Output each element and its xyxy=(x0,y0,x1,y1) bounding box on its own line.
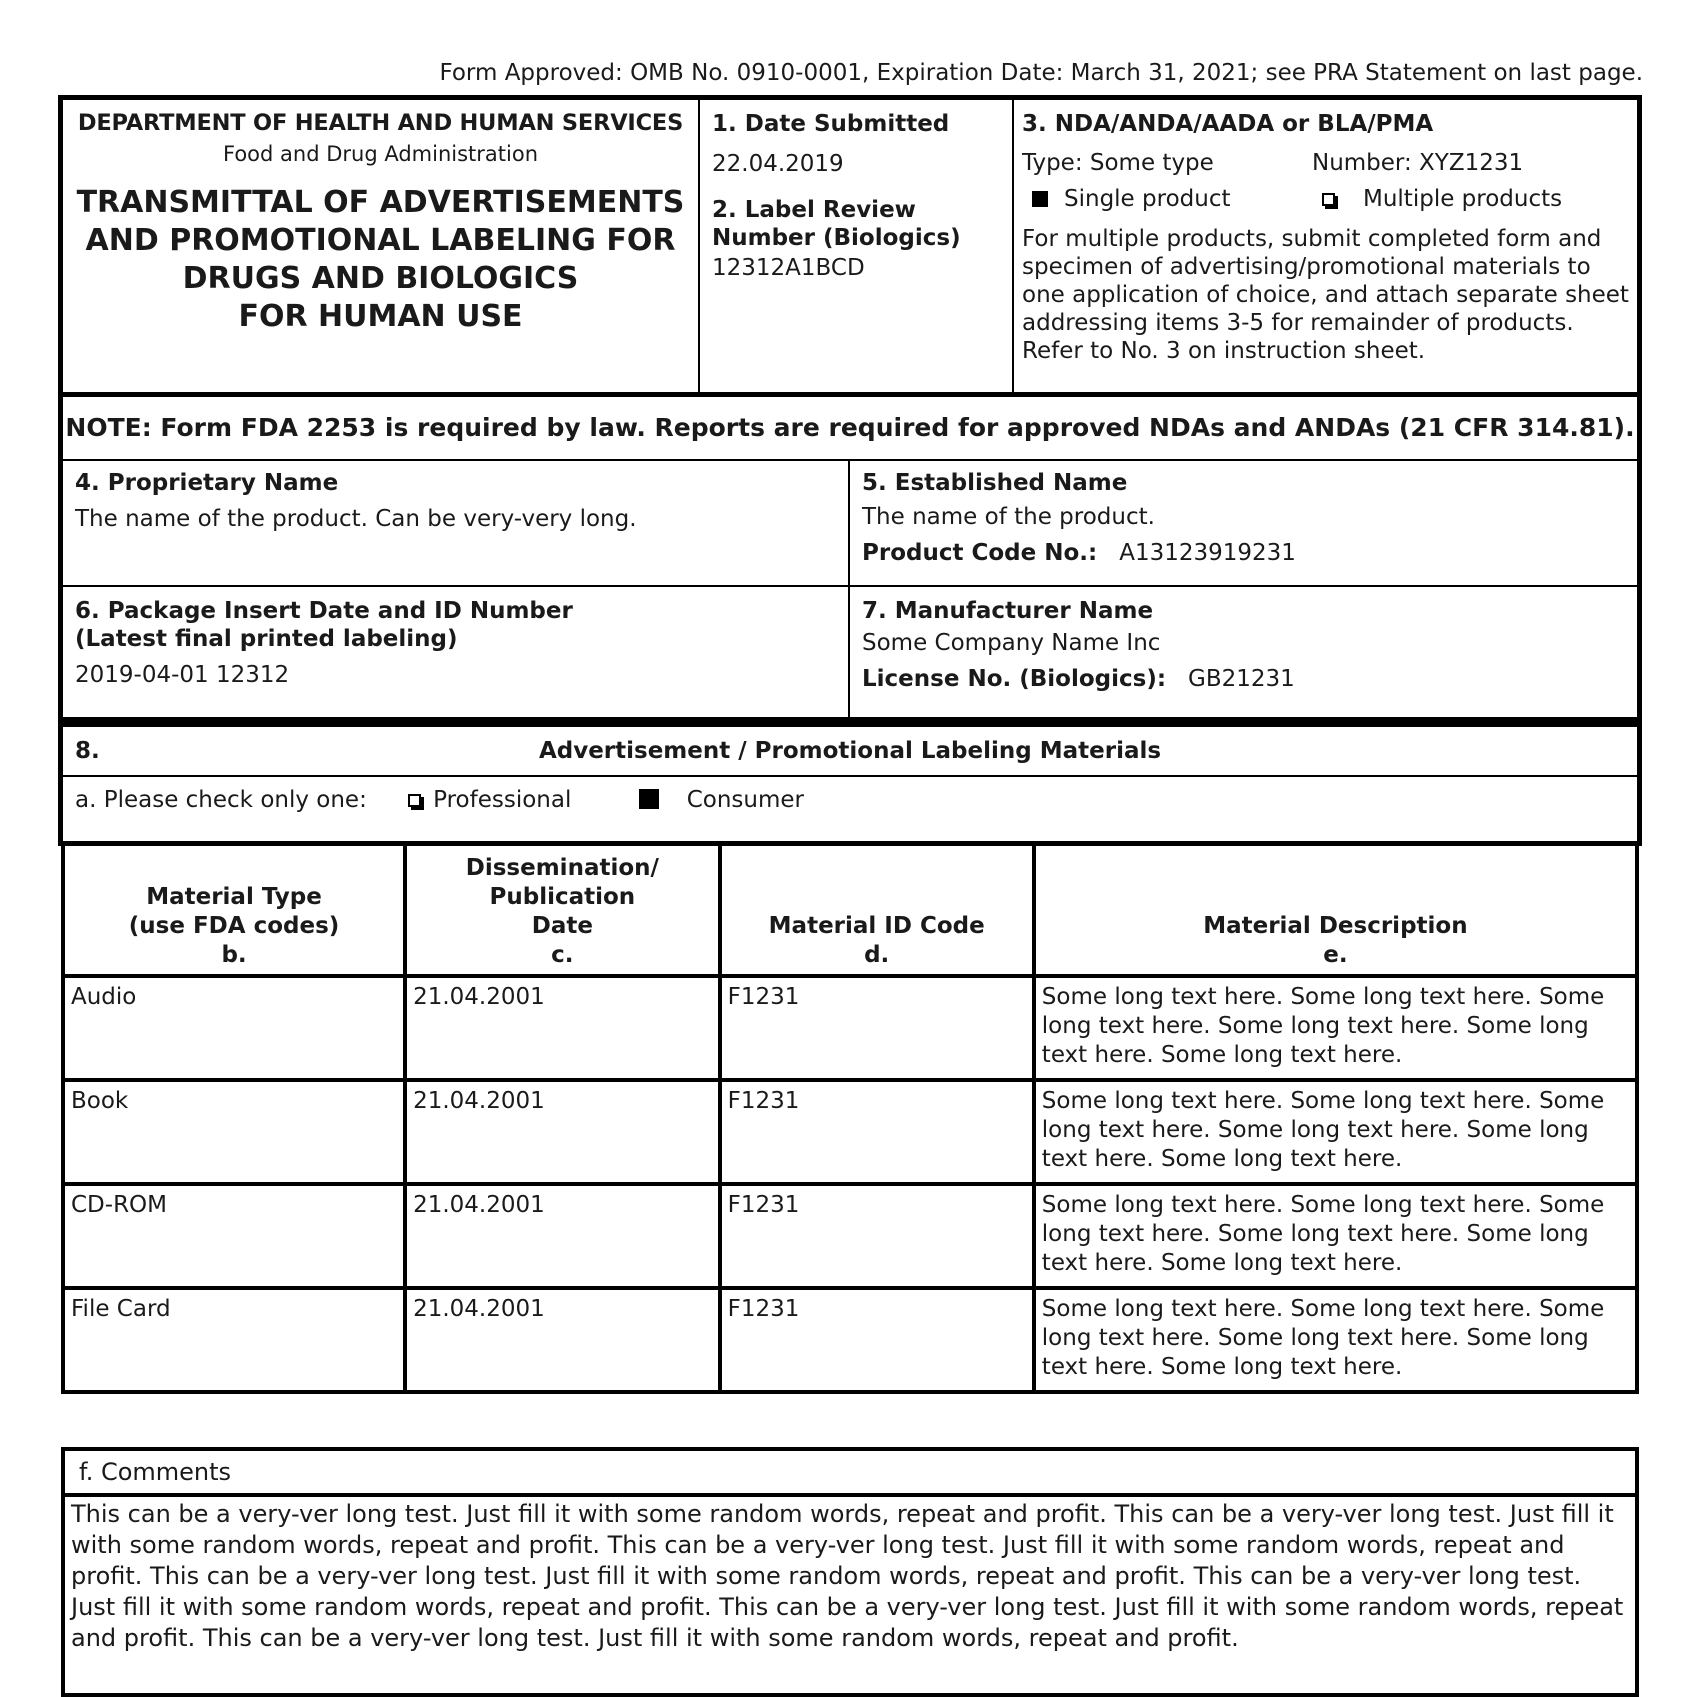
column-header-material-description xyxy=(1034,844,1637,976)
professional-checkbox[interactable] xyxy=(408,794,421,807)
consumer-option[interactable] xyxy=(639,787,804,813)
column-header-dissemination-date xyxy=(405,844,720,976)
label-review-label-line: 2. Label Review xyxy=(712,197,916,223)
license-number-field[interactable]: GB21231 xyxy=(1188,666,1295,692)
single-product-label: Single product xyxy=(1064,186,1231,212)
material-description-cell[interactable]: Some long text here. Some long text here. Some long text here. Some long text here. Some long text here. Some long text here. xyxy=(1034,1184,1637,1288)
header-line: Date xyxy=(531,913,593,939)
table-row xyxy=(63,1184,1637,1288)
product-code-row xyxy=(862,539,1625,567)
consumer-checkbox[interactable] xyxy=(639,789,659,809)
material-description-cell[interactable]: Some long text here. Some long text here. Some long text here. Some long text here. Some long text here. Some long text here. xyxy=(1034,1288,1637,1392)
form-title-line: FOR HUMAN USE xyxy=(238,299,523,334)
audience-prompt: a. Please check only one: xyxy=(75,787,367,813)
omb-notice: Form Approved: OMB No. 0910-0001, Expiration Date: March 31, 2021; see PRA Statement on last page. xyxy=(439,60,1643,86)
multiple-products-instruction: For multiple products, submit completed form and specimen of advertising/promotional materials to one application of choice, and attach separate sheet addressing items 3-5 for remainder of products. Refer to No. 3 on instruction sheet. xyxy=(1022,226,1629,364)
material-type-cell[interactable]: Audio xyxy=(63,976,405,1080)
application-type-row xyxy=(1022,150,1629,176)
comments-label: f. Comments xyxy=(65,1451,1635,1497)
material-id-cell[interactable]: F1231 xyxy=(720,976,1034,1080)
date-label-cell xyxy=(700,100,1014,392)
header-line: c. xyxy=(551,942,574,968)
header-line: Material ID Code xyxy=(768,913,985,939)
label-review-number-field[interactable]: 12312A1BCD xyxy=(712,255,865,281)
section-8-number: 8. xyxy=(75,738,100,764)
package-insert-cell xyxy=(63,587,850,717)
header-line: Material Type xyxy=(146,884,322,910)
manufacturer-label: 7. Manufacturer Name xyxy=(862,598,1154,624)
header-line: Dissemination/ xyxy=(465,855,659,881)
form-title-line: DRUGS AND BIOLOGICS xyxy=(182,261,579,296)
multiple-products-option[interactable] xyxy=(1312,186,1562,212)
application-cell xyxy=(1014,100,1637,392)
table-row xyxy=(63,1288,1637,1392)
manufacturer-name-field[interactable]: Some Company Name Inc xyxy=(862,630,1161,656)
established-name-field[interactable]: The name of the product. xyxy=(862,504,1155,530)
label-review-label-line: Number (Biologics) xyxy=(712,225,961,251)
header-line: Publication xyxy=(489,884,636,910)
section-8-title: Advertisement / Promotional Labeling Materials xyxy=(538,738,1162,764)
proprietary-name-field[interactable]: The name of the product. Can be very-very long. xyxy=(75,506,637,532)
table-header-row xyxy=(63,844,1637,976)
package-insert-label-line: (Latest final printed labeling) xyxy=(75,626,458,652)
section-8 xyxy=(58,722,1642,846)
proprietary-name-label: 4. Proprietary Name xyxy=(75,470,339,496)
section-8-header xyxy=(63,727,1637,777)
form-title-line: TRANSMITTAL OF ADVERTISEMENTS xyxy=(76,185,685,220)
established-name-cell xyxy=(850,459,1637,587)
material-type-cell[interactable]: Book xyxy=(63,1080,405,1184)
application-label: 3. NDA/ANDA/AADA or BLA/PMA xyxy=(1022,111,1434,137)
department-name: DEPARTMENT OF HEALTH AND HUMAN SERVICES xyxy=(77,110,684,136)
application-number-field[interactable]: Number: XYZ1231 xyxy=(1312,150,1524,176)
column-header-material-type xyxy=(63,844,405,976)
product-scope-row xyxy=(1022,186,1629,212)
header-line: d. xyxy=(864,942,890,968)
header-line: b. xyxy=(221,942,247,968)
dissemination-date-cell[interactable]: 21.04.2001 xyxy=(405,1080,720,1184)
audience-choice-row xyxy=(75,787,804,813)
material-id-cell[interactable]: F1231 xyxy=(720,1288,1034,1392)
manufacturer-cell xyxy=(850,587,1637,717)
form-title xyxy=(63,184,698,336)
form-title-line: AND PROMOTIONAL LABELING FOR xyxy=(85,223,676,258)
header-line: Material Description xyxy=(1203,913,1468,939)
consumer-label: Consumer xyxy=(686,787,804,813)
table-row xyxy=(63,1080,1637,1184)
single-product-option[interactable] xyxy=(1022,186,1312,212)
date-submitted-label: 1. Date Submitted xyxy=(712,111,950,137)
material-id-cell[interactable]: F1231 xyxy=(720,1080,1034,1184)
form-header xyxy=(58,95,1642,397)
dissemination-date-cell[interactable]: 21.04.2001 xyxy=(405,1288,720,1392)
table-row xyxy=(63,976,1637,1080)
header-line: (use FDA codes) xyxy=(128,913,340,939)
product-code-field[interactable]: A13123919231 xyxy=(1119,540,1296,566)
dissemination-date-cell[interactable]: 21.04.2001 xyxy=(405,976,720,1080)
product-info-block xyxy=(58,397,1642,722)
material-description-cell[interactable]: Some long text here. Some long text here. Some long text here. Some long text here. Some long text here. Some long text here. xyxy=(1034,1080,1637,1184)
header-line: e. xyxy=(1323,942,1348,968)
legal-note: NOTE: Form FDA 2253 is required by law. Reports are required for approved NDAs and ANDAs (21 CFR 314.81). xyxy=(63,397,1637,461)
multiple-products-label: Multiple products xyxy=(1363,186,1563,212)
single-product-checkbox[interactable] xyxy=(1032,191,1048,207)
dissemination-date-cell[interactable]: 21.04.2001 xyxy=(405,1184,720,1288)
material-id-cell[interactable]: F1231 xyxy=(720,1184,1034,1288)
professional-option[interactable] xyxy=(408,787,571,813)
material-description-cell[interactable]: Some long text here. Some long text here. Some long text here. Some long text here. Some long text here. Some long text here. xyxy=(1034,976,1637,1080)
package-insert-field[interactable]: 2019-04-01 12312 xyxy=(75,662,290,688)
material-type-cell[interactable]: CD-ROM xyxy=(63,1184,405,1288)
agency-name: Food and Drug Administration xyxy=(223,142,538,166)
established-name-label: 5. Established Name xyxy=(862,470,1128,496)
agency-title-cell xyxy=(63,100,700,392)
professional-label: Professional xyxy=(433,787,572,813)
multiple-products-checkbox[interactable] xyxy=(1322,193,1335,206)
date-submitted-field[interactable]: 22.04.2019 xyxy=(712,151,844,177)
license-row xyxy=(862,665,1625,693)
material-type-cell[interactable]: File Card xyxy=(63,1288,405,1392)
package-insert-label-line: 6. Package Insert Date and ID Number xyxy=(75,598,573,624)
product-code-label: Product Code No.: xyxy=(862,540,1098,566)
materials-table xyxy=(61,842,1639,1394)
license-label: License No. (Biologics): xyxy=(862,666,1167,692)
proprietary-name-cell xyxy=(63,459,850,587)
comments-field[interactable]: This can be a very-ver long test. Just fill it with some random words, repeat and profit. This can be a very-ver long test. Just fill it with some random words, repeat and profit. This can be a very-ver long test. Just fill it with some random words, repeat and profit. This can be a very-ver long test. Just fill it with some random words, repeat and profit. This can be a very-ver long test. Just fill it with some random words, repeat and profit. This can be a very-ver long test. Just fill it with some random words, repeat and profit. This can be a very-ver long test. Just fill it with some random words, repeat and profit. xyxy=(71,1500,1624,1652)
column-header-material-id xyxy=(720,844,1034,976)
comments-box xyxy=(61,1447,1639,1697)
label-review-label xyxy=(712,196,1012,252)
application-type-field[interactable]: Type: Some type xyxy=(1022,150,1214,176)
